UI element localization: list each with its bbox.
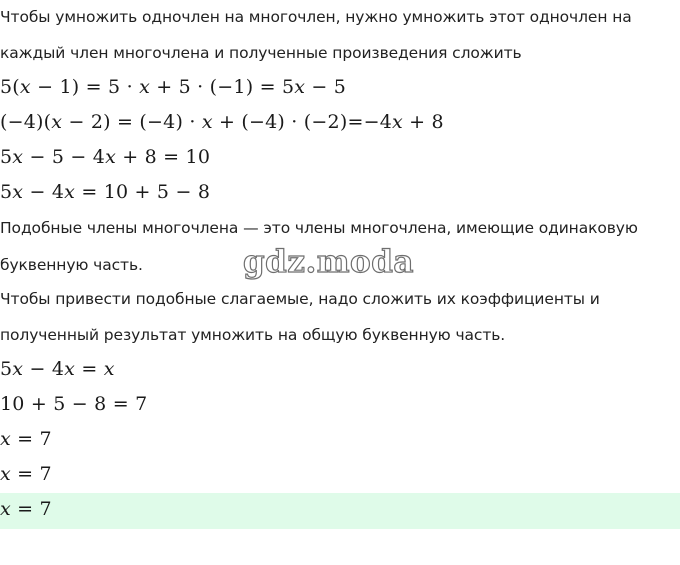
rule-similar-line-2: буквенную часть. [0, 256, 143, 274]
equation-combined: 5x − 5 − 4x + 8 = 10 [0, 146, 211, 168]
rule-multiply-line-2: каждый член многочлена и полученные произведения сложить [0, 44, 522, 62]
equation-rearranged: 5x − 4x = 10 + 5 − 8 [0, 181, 211, 203]
equation-left-side: 5x − 4x = x [0, 358, 115, 380]
rule-multiply-line-1: Чтобы умножить одночлен на многочлен, нужно умножить этот одночлен на [0, 8, 632, 26]
rule-combine-line-1: Чтобы привести подобные слагаемые, надо сложить их коэффициенты и [0, 290, 600, 308]
rule-similar-line-1: Подобные члены многочлена — это члены многочлена, имеющие одинаковую [0, 219, 638, 237]
answer-highlight [0, 493, 680, 529]
final-answer: x = 7 [0, 498, 52, 520]
equation-expand-second: (−4)(x − 2) = (−4) · x + (−4) · (−2)=−4x + 8 [0, 111, 444, 133]
watermark-logo: gdz.moda [243, 244, 414, 280]
rule-combine-line-2: полученный результат умножить на общую буквенную часть. [0, 326, 506, 344]
equation-expand-first: 5(x − 1) = 5 · x + 5 · (−1) = 5x − 5 [0, 76, 347, 98]
equation-result-repeat: x = 7 [0, 463, 52, 485]
equation-result: x = 7 [0, 428, 52, 450]
equation-right-side: 10 + 5 − 8 = 7 [0, 393, 148, 415]
